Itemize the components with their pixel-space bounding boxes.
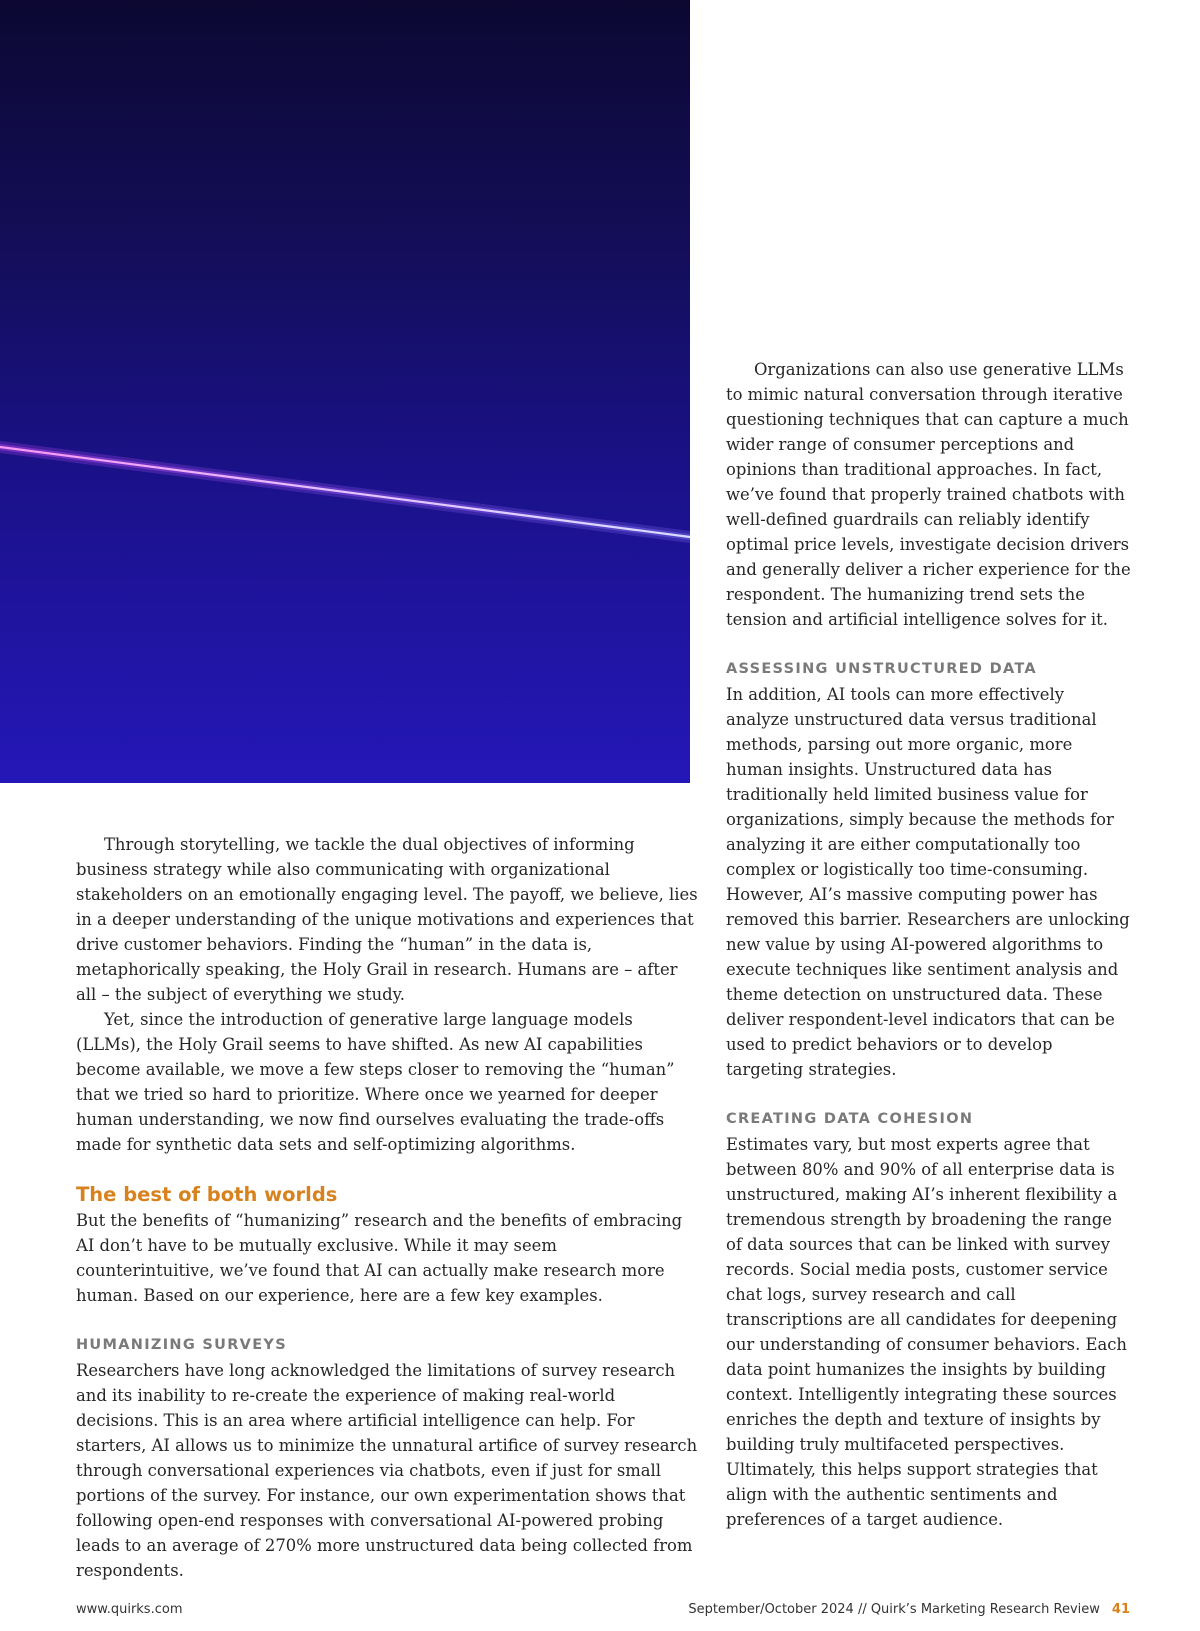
subheading-humanizing-surveys: HUMANIZING SURVEYS — [76, 1337, 287, 1353]
body-paragraph: Researchers have long acknowledged the limitations of survey research and its inability to re-create the experience of making real-world decisions. This is an area where artificial intelligence can help. For starters, AI allows us to minimize the unnatural artifice of survey research through conversational experiences via chatbots, even if just for small portions of the survey. For instance, our own experimentation shows that following open-end responses with conversational AI-powered probing leads to an average of 270% more unstructured data being collected from respondents. — [76, 1361, 698, 1580]
section-heading: The best of both worlds — [76, 1183, 338, 1206]
body-paragraph: Organizations can also use generative LLMs to mimic natural conversation through iterative questioning techniques that can capture a much wider range of consumer perceptions and opinions than traditional approaches. In fact, we’ve found that properly trained chatbots with well-defined guardrails can reliably identify optimal price levels, investigate decision drivers and generally deliver a richer experience for the respondent. The humanizing trend sets the tension and artificial intelligence solves for it. — [726, 360, 1131, 629]
body-paragraph: Yet, since the introduction of generative large language models (LLMs), the Holy Grail seems to have shifted. As new AI capabilities become available, we move a few steps closer to removing the “human” that we tried so hard to prioritize. Where once we yearned for deeper human understanding, we now find ourselves evaluating the trade-offs made for synthetic data sets and self-optimizing algorithms. — [76, 1010, 675, 1154]
body-paragraph: But the benefits of “humanizing” research and the benefits of embracing AI don’t have to be mutually exclusive. While it may seem counterintuitive, we’ve found that AI can actually make research more human. Based on our experience, here are a few key examples. — [76, 1211, 683, 1305]
left-column — [76, 832, 698, 1583]
subheading-assessing-unstructured-data: ASSESSING UNSTRUCTURED DATA — [726, 661, 1037, 677]
body-paragraph: In addition, AI tools can more effectively analyze unstructured data versus traditional methods, parsing out more organic, more human insights. Unstructured data has traditionally held limited business value for organizations, simply because the methods for analyzing it are either computationally too complex or logistically too time-consuming. However, AI’s massive computing power has removed this barrier. Researchers are unlocking new value by using AI-powered algorithms to execute techniques like sentiment analysis and theme detection on unstructured data. These deliver respondent-level indicators that can be used to predict behaviors or to develop targeting strategies. — [726, 685, 1130, 1079]
subheading-creating-data-cohesion: CREATING DATA COHESION — [726, 1111, 974, 1127]
footer-issue — [688, 1602, 1130, 1618]
body-paragraph: Estimates vary, but most experts agree that between 80% and 90% of all enterprise data is unstructured, making AI’s inherent flexibility a tremendous strength by broadening the range of data sources that can be linked with survey records. Social media posts, customer service chat logs, survey research and call transcriptions are all candidates for deepening our understanding of consumer behaviors. Each data point humanizes the insights by building context. Intelligently integrating these sources enriches the depth and texture of insights by building truly multifaceted perspectives. Ultimately, this helps support strategies that align with the authentic sentiments and preferences of a target audience. — [726, 1135, 1127, 1529]
page-number: 41 — [1111, 1602, 1130, 1617]
footer-website: www.quirks.com — [76, 1602, 183, 1617]
body-paragraph: Through storytelling, we tackle the dual objectives of informing business strategy while also communicating with organizational stakeholders on an emotionally engaging level. The payoff, we believe, lies in a deeper understanding of the unique motivations and experiences that drive customer behaviors. Finding the “human” in the data is, metaphorically speaking, the Holy Grail in research. Humans are – after all – the subject of everything we study. — [76, 835, 698, 1004]
right-column — [726, 357, 1131, 1532]
light-beam-graphic — [0, 0, 690, 783]
hero-image — [0, 0, 690, 783]
footer-issue-text: September/October 2024 // Quirk’s Marketing Research Review — [688, 1602, 1100, 1617]
